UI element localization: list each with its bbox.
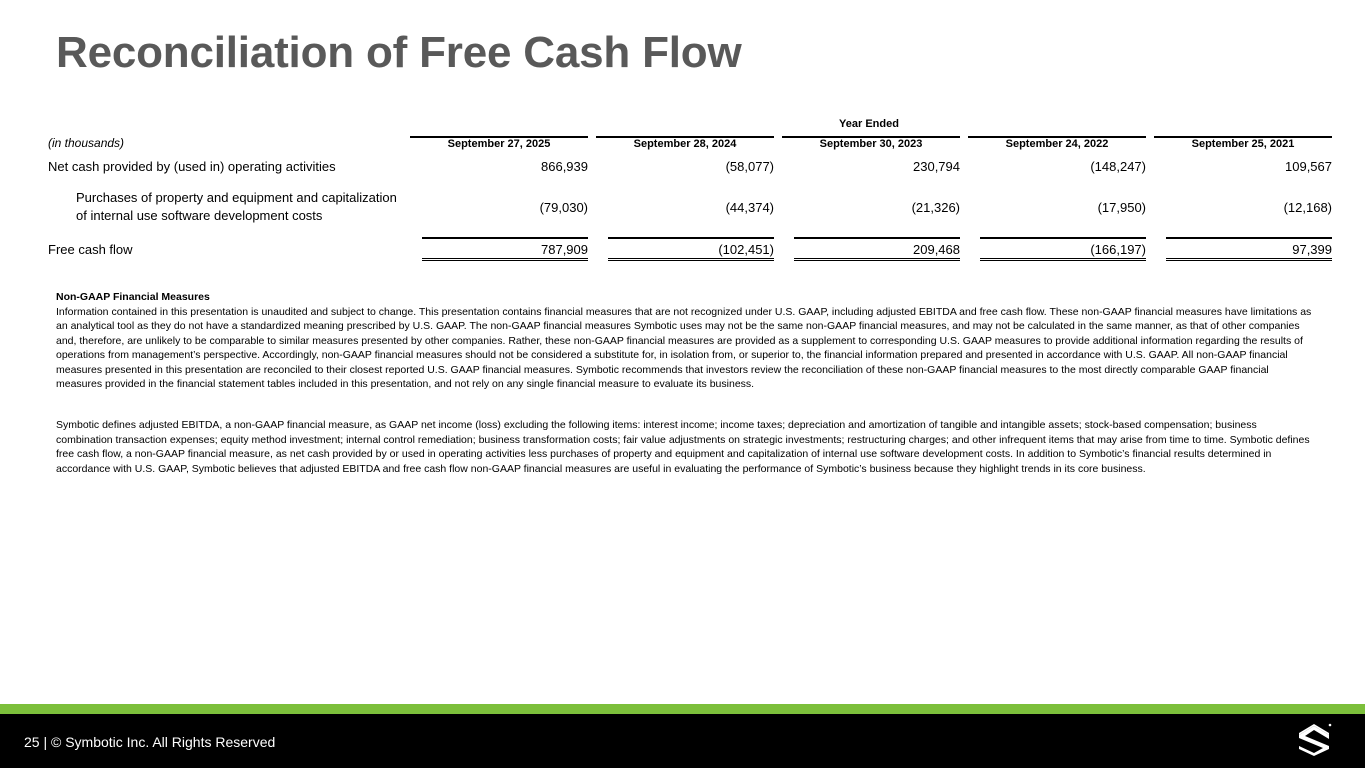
footer-bar	[0, 714, 1365, 768]
free-cash-flow-table	[48, 112, 1334, 261]
footer-accent-bar	[0, 704, 1365, 714]
year-ended-header: Year Ended	[839, 118, 899, 130]
table-cell: (102,451)	[608, 237, 774, 261]
column-header: September 24, 2022	[968, 136, 1146, 150]
table-cell: (166,197)	[980, 237, 1146, 261]
non-gaap-heading: Non-GAAP Financial Measures	[56, 291, 210, 303]
row-label: Net cash provided by (used in) operating activities	[48, 158, 336, 174]
non-gaap-section	[56, 290, 1312, 392]
table-cell: 787,909	[422, 237, 588, 261]
table-cell: (58,077)	[725, 158, 774, 174]
symbotic-logo-icon	[1297, 722, 1333, 758]
column-header: September 25, 2021	[1154, 136, 1332, 150]
table-cell: 109,567	[1285, 158, 1332, 174]
table-row	[48, 237, 1334, 261]
table-cell: 866,939	[541, 158, 588, 174]
column-header: September 27, 2025	[410, 136, 588, 150]
table-cell: 97,399	[1166, 237, 1332, 261]
table-cell: (44,374)	[725, 199, 774, 215]
non-gaap-paragraph: Information contained in this presentation is unaudited and subject to change. This presentation contains financial measures that are not recognized under U.S. GAAP, including adjusted EBITDA and free cash flow. These non-GAAP financial measures have limitations as an analytical tool as they do not have a standardized meaning prescribed by U.S. GAAP. The non-GAAP financial measures Symbotic uses may not be the same non-GAAP financial measures, and may not be calculated in the same manner, as that of other companies and, therefore, are unlikely to be comparable to similar measures presented by other companies. Rather, these non-GAAP financial measures are provided as a supplement to corresponding U.S. GAAP measures to provide additional information regarding the results of operations from management’s perspective. Accordingly, non-GAAP financial measures should not be considered a substitute for, in isolation from, or superior to, the financial information prepared and presented in accordance with U.S. GAAP. All non-GAAP financial measures presented in this presentation are reconciled to their closest reported U.S. GAAP financial measures. Symbotic recommends that investors review the reconciliation of these non-GAAP financial measures to the most directly comparable GAAP financial measures provided in the financial statement tables included in this presentation, and not rely on any single financial measure to evaluate its business.	[56, 305, 1312, 390]
units-label: (in thousands)	[48, 136, 125, 150]
definitions-section	[56, 418, 1312, 476]
column-header: September 30, 2023	[782, 136, 960, 150]
row-label: Free cash flow	[48, 241, 133, 257]
page-title: Reconciliation of Free Cash Flow	[56, 28, 742, 77]
table-row	[48, 177, 1334, 237]
definitions-paragraph: Symbotic defines adjusted EBITDA, a non-GAAP financial measure, as GAAP net income (loss) excluding the following items: interest income; income taxes; depreciation and amortization of tangible and intangible assets; stock-based compensation; business combination transaction expenses; equity method investment; internal control remediation; business transformation costs; fair value adjustments on strategic investments; restructuring charges; and other infrequent items that may arise from time to time. Symbotic defines free cash flow, a non-GAAP financial measure, as net cash provided by or used in operating activities less purchases of property and equipment and capitalization of internal use software development costs. In addition to Symbotic’s financial results determined in accordance with U.S. GAAP, Symbotic believes that adjusted EBITDA and free cash flow non-GAAP financial measures are useful in evaluating the performance of Symbotic’s business because they highlight trends in its core business.	[56, 419, 1310, 475]
table-cell: (148,247)	[1090, 158, 1146, 174]
table-cell: (79,030)	[539, 199, 588, 215]
table-cell: (17,950)	[1097, 199, 1146, 215]
row-label: Purchases of property and equipment and capitalization of internal use software development costs	[76, 190, 397, 223]
table-cell: 209,468	[794, 237, 960, 261]
footer-copyright: 25 | © Symbotic Inc. All Rights Reserved	[24, 734, 276, 750]
table-cell: (21,326)	[911, 199, 960, 215]
column-header: September 28, 2024	[596, 136, 774, 150]
table-row	[48, 155, 1334, 177]
table-cell: 230,794	[913, 158, 960, 174]
table-cell: (12,168)	[1283, 199, 1332, 215]
